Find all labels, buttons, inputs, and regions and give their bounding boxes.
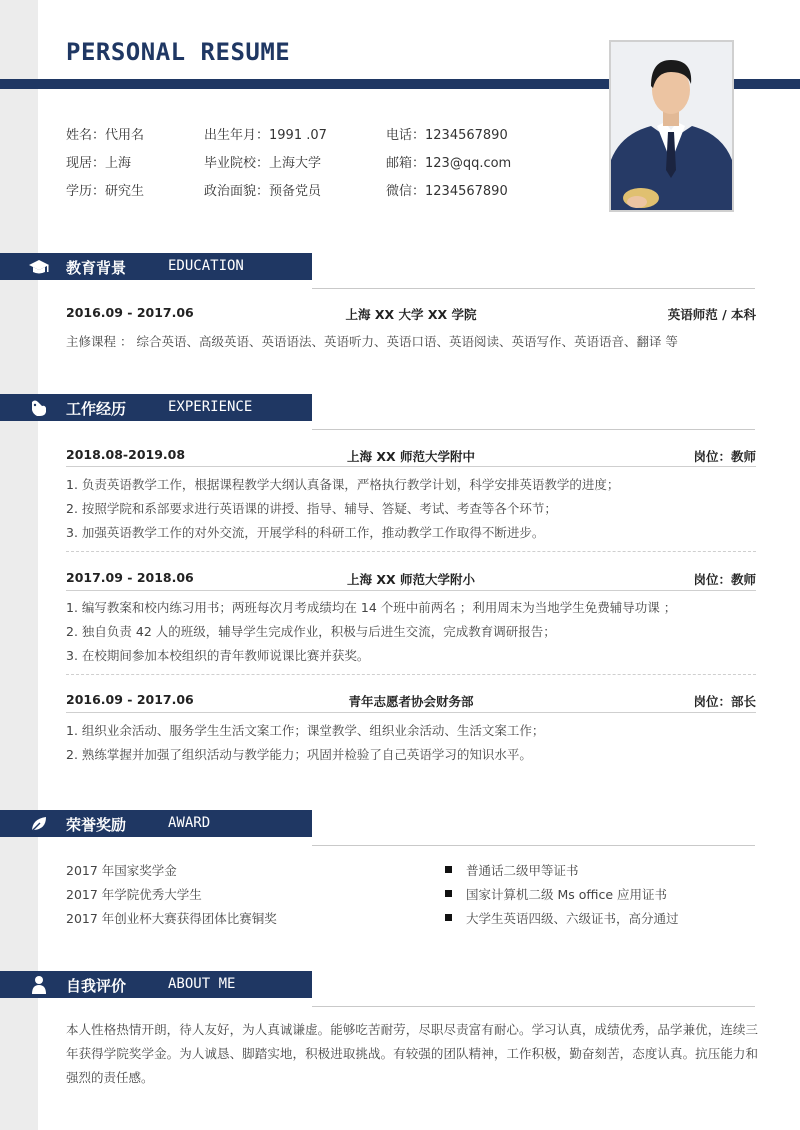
experience-item: 3. 加强英语教学工作的对外交流，开展学科的科研工作，推动教学工作取得不断进步。 <box>66 525 545 540</box>
section-subtitle-about: ABOUT ME <box>168 976 236 992</box>
experience-date: 2018.08-2019.08 <box>66 447 186 462</box>
section-header-about <box>0 971 312 998</box>
section-subtitle-experience: EXPERIENCE <box>168 399 253 415</box>
info-email: 邮箱：123@qq.com <box>386 156 512 171</box>
square-bullet-icon <box>445 890 452 897</box>
divider <box>66 712 756 713</box>
award-item: 2017 年国家奖学金 <box>66 863 177 878</box>
experience-org: 青年志愿者协会财务部 <box>348 694 474 709</box>
info-name: 姓名：代用名 <box>66 128 145 143</box>
square-bullet-icon <box>445 866 452 873</box>
leaf-icon <box>28 814 50 834</box>
award-item: 2017 年创业杯大赛获得团体比赛铜奖 <box>66 911 277 926</box>
section-subtitle-education: EDUCATION <box>168 258 244 274</box>
divider <box>312 429 755 430</box>
experience-position: 岗位：教师 <box>693 449 756 464</box>
education-date: 2016.09 - 2017.06 <box>66 305 194 320</box>
divider <box>66 590 756 591</box>
divider <box>312 845 755 846</box>
experience-item: 1. 编写教案和校内练习用书；两班每次月考成绩均在 14 个班中前两名 ；利用周末为当地学生免费辅导功课 ； <box>66 600 677 615</box>
section-title-about: 自我评价 <box>66 977 127 995</box>
info-degree: 学历：研究生 <box>66 184 145 199</box>
certificate-item: 普通话二级甲等证书 <box>466 863 579 878</box>
divider <box>312 1006 755 1007</box>
hand-icon <box>28 398 50 418</box>
experience-date: 2016.09 - 2017.06 <box>66 692 194 707</box>
experience-org: 上海 XX 师范大学附中 <box>347 449 475 464</box>
section-title-experience: 工作经历 <box>66 400 127 418</box>
section-title-award: 荣誉奖励 <box>66 816 127 834</box>
info-wechat: 微信：1234567890 <box>386 184 508 199</box>
dashed-divider <box>66 551 756 552</box>
section-title-education: 教育背景 <box>66 259 127 277</box>
section-header-experience <box>0 394 312 421</box>
left-strip <box>0 0 38 1130</box>
info-residence: 现居：上海 <box>66 156 132 171</box>
info-school: 毕业院校：上海大学 <box>204 156 322 171</box>
about-text: 本人性格热情开朗，待人友好，为人真诚谦虚。能够吃苦耐劳，尽职尽责富有耐心。学习认真，成绩优秀，品学兼优，连续三年获得学院奖学金。为人诚恳、脚踏实地，积极进取挑战。有较强的团队精神，工作积极，勤奋刻苦，态度认真。抗压能力和强烈的责任感。 <box>66 1022 758 1085</box>
section-header-education <box>0 253 312 280</box>
experience-item: 2. 熟练掌握并加强了组织活动与教学能力；巩固并检验了自己英语学习的知识水平。 <box>66 747 532 762</box>
experience-item: 2. 独自负责 42 人的班级，辅导学生完成作业，积极与后进生交流，完成教育调研报告； <box>66 624 556 639</box>
experience-item: 1. 组织业余活动、服务学生生活文案工作；课堂教学、组织业余活动、生活文案工作； <box>66 723 545 738</box>
experience-date: 2017.09 - 2018.06 <box>66 570 194 585</box>
education-school: 上海 XX 大学 XX 学院 <box>345 307 477 322</box>
education-courses: 主修课程 ： 综合英语、高级英语、英语语法、英语听力、英语口语、英语阅读、英语写作、英语语音、翻译 等 <box>66 334 678 349</box>
divider <box>66 466 756 467</box>
experience-item: 1. 负责英语教学工作，根据课程教学大纲认真备课，严格执行教学计划，科学安排英语教学的进度； <box>66 477 620 492</box>
info-phone: 电话：1234567890 <box>386 128 508 143</box>
dashed-divider <box>66 674 756 675</box>
divider <box>312 288 755 289</box>
experience-position: 岗位：部长 <box>693 694 756 709</box>
person-icon <box>28 975 50 995</box>
graduation-cap-icon <box>28 257 50 277</box>
certificate-item: 大学生英语四级、六级证书，高分通过 <box>466 911 679 926</box>
info-birth: 出生年月：1991 .07 <box>204 128 327 143</box>
info-politics: 政治面貌：预备党员 <box>204 184 322 199</box>
page-title: PERSONAL RESUME <box>66 38 291 66</box>
experience-item: 3. 在校期间参加本校组织的青年教师说课比赛并获奖。 <box>66 648 370 663</box>
experience-position: 岗位：教师 <box>693 572 756 587</box>
square-bullet-icon <box>445 914 452 921</box>
experience-item: 2. 按照学院和系部要求进行英语课的讲授、指导、辅导、答疑、考试、考查等各个环节； <box>66 501 557 516</box>
education-major: 英语师范 / 本科 <box>667 307 756 322</box>
section-header-award <box>0 810 312 837</box>
certificate-item: 国家计算机二级 Ms office 应用证书 <box>466 887 668 902</box>
experience-org: 上海 XX 师范大学附小 <box>347 572 475 587</box>
award-item: 2017 年学院优秀大学生 <box>66 887 202 902</box>
profile-photo <box>609 40 734 212</box>
section-subtitle-award: AWARD <box>168 815 211 831</box>
